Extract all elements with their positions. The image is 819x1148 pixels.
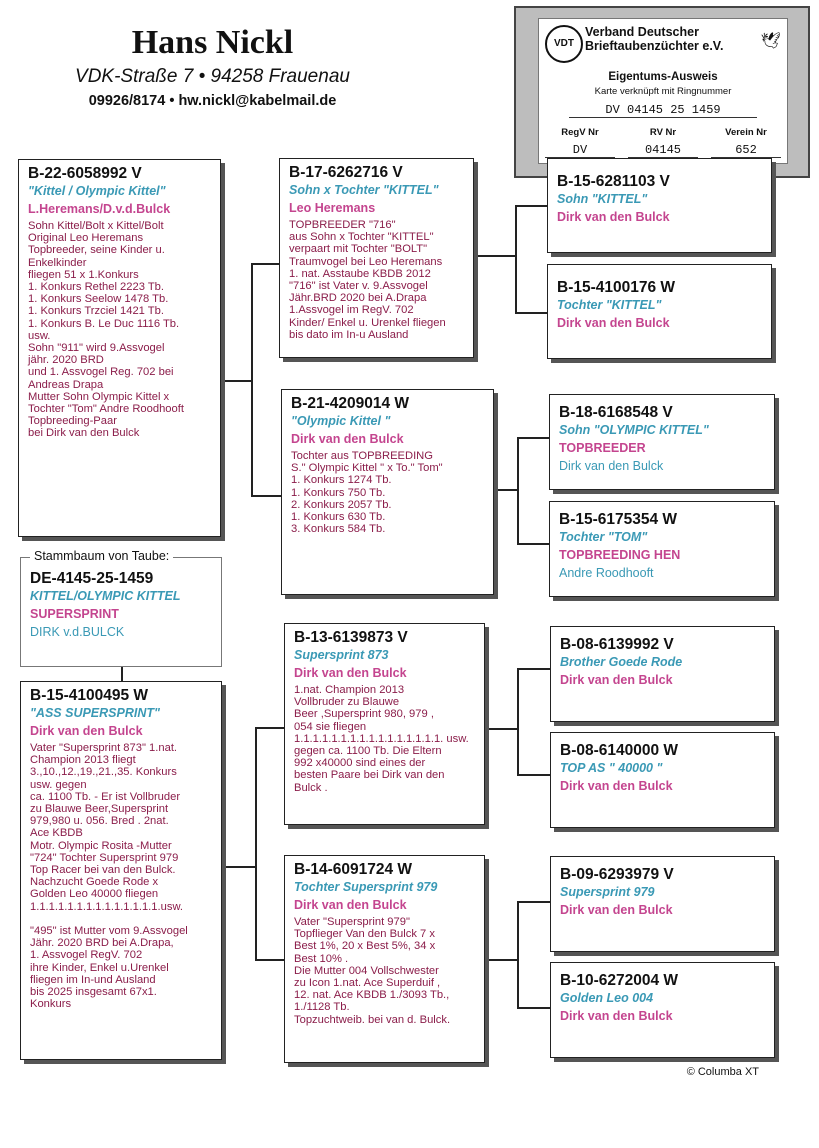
ring-number: DE-4145-25-1459 xyxy=(30,570,154,587)
connector xyxy=(485,728,517,730)
card-subtitle: Karte verknüpft mit Ringnummer xyxy=(594,86,732,97)
pigeon-name: "Olympic Kittel " xyxy=(291,414,391,428)
card-org-line2: Brieftaubenzüchter e.V. xyxy=(585,39,724,53)
connector xyxy=(515,312,547,314)
pedigree-box-ffm xyxy=(547,264,772,359)
breeder-name: TOPBREEDER xyxy=(559,441,646,455)
pedigree-notes: TOPBREEDER "716" aus Sohn x Tochter "KITTEL" verpaart mit Tochter "BOLT" Traumvogel bei Leo Heremans 1. nat. Asstaube KBDB 2012 "716" ist Vater v. 9.Assvogel Jähr.BRD 2020 bei A.Drapa 1.Assvogel im RegV. 702 Kinder/ Enkel u. Urenkel fliegen bis dato im In-u Ausland xyxy=(289,219,446,341)
pigeon-name: Supersprint 979 xyxy=(560,885,655,899)
pedigree-box-mother xyxy=(20,681,222,1060)
connector xyxy=(251,263,281,265)
pedigree-box-mmf xyxy=(550,856,775,952)
vdt-logo-icon: VDT xyxy=(545,25,583,63)
card-org-line1: Verband Deutscher xyxy=(585,25,699,39)
breeder-name: Dirk van den Bulck xyxy=(560,1009,673,1023)
owner-contact: 09926/8174 • hw.nickl@kabelmail.de xyxy=(88,93,337,109)
pedigree-box-father xyxy=(18,159,221,537)
connector xyxy=(517,437,519,544)
pedigree-box-mfm xyxy=(550,732,775,828)
breeder-name: L.Heremans/D.v.d.Bulck xyxy=(28,202,171,216)
card-organization xyxy=(585,25,723,53)
breeder-name: Dirk van den Bulck xyxy=(560,673,673,687)
connector xyxy=(517,901,550,903)
connector xyxy=(473,255,515,257)
connector xyxy=(517,668,550,670)
connector xyxy=(493,489,517,491)
pigeon-name: Brother Goede Rode xyxy=(560,655,683,669)
pigeon-name: "Kittel / Olympic Kittel" xyxy=(28,184,166,198)
ring-number: B-17-6262716 V xyxy=(289,164,403,181)
breeder-name: Dirk van den Bulck xyxy=(294,898,407,912)
pigeon-name: Sohn "OLYMPIC KITTEL" xyxy=(559,423,709,437)
breeder-name-secondary: Andre Roodhooft xyxy=(559,566,654,580)
card-label-rv: RV Nr xyxy=(649,127,677,138)
connector xyxy=(251,495,281,497)
pigeon-name: Tochter Supersprint 979 xyxy=(294,880,438,894)
card-value-regv: DV xyxy=(545,143,615,158)
ring-number: B-18-6168548 V xyxy=(559,404,673,421)
ownership-card xyxy=(514,6,810,178)
connector xyxy=(220,380,252,382)
ring-number: B-10-6272004 W xyxy=(560,972,679,989)
pedigree-notes: Tochter aus TOPBREEDING S." Olympic Kittel " x To." Tom" 1. Konkurs 1274 Tb. 1. Konkurs 750 Tb. 2. Konkurs 2057 Tb. 1. Konkurs 630 Tb. 3. Konkurs 584 Tb. xyxy=(291,450,443,536)
pigeon-name: Sohn x Tochter "KITTEL" xyxy=(289,183,439,197)
ring-number: B-08-6140000 W xyxy=(560,742,679,759)
pigeon-name: Supersprint 873 xyxy=(294,648,389,662)
ring-number: B-14-6091724 W xyxy=(294,861,413,878)
connector xyxy=(515,205,517,313)
pigeon-name: TOP AS " 40000 " xyxy=(560,761,663,775)
breeder-name: Dirk van den Bulck xyxy=(560,779,673,793)
breeder-name: Dirk van den Bulck xyxy=(30,724,143,738)
ownership-card-inner xyxy=(538,18,788,164)
breeder-name: Leo Heremans xyxy=(289,201,376,215)
connector xyxy=(517,668,519,775)
pedigree-notes: Vater "Supersprint 979" Topflieger Van den Bulck 7 x Best 1%, 20 x Best 5%, 34 x Best 10% . Die Mutter 004 Vollschwester zu Icon 1.nat. Ace Superduif , 12. nat. Ace KBDB 1./3093 Tb., 1./1128 Tb. Topzuchtweib. bei van d. Bulck. xyxy=(294,916,451,1026)
pedigree-notes: Sohn Kittel/Bolt x Kittel/Bolt Original Leo Heremans Topbreeder, seine Kinder u. Enkelkinder fliegen 51 x 1.Konkurs 1. Konkurs Rethel 2223 Tb. 1. Konkurs Seelow 1478 Tb. 1. Konkurs Trzciel 1421 Tb. 1. Konkurs B. Le Duc 1116 Tb. usw. Sohn "911" wird 9.Assvogel jähr. 2020 BRD und 1. Assvogel Reg. 702 bei Andreas Drapa Mutter Sohn Olympic Kittel x Tochter "Tom" Andre Roodhooft Topbreeding-Paar bei Dirk van den Bulck xyxy=(28,220,184,440)
pigeon-name: Golden Leo 004 xyxy=(560,991,654,1005)
breeder-name: Dirk van den Bulck xyxy=(557,210,670,224)
ring-number: B-08-6139992 V xyxy=(560,636,674,653)
connector xyxy=(222,866,256,868)
pedigree-box-mother-dam xyxy=(284,855,485,1063)
connector xyxy=(255,727,284,729)
owner-address: VDK-Straße 7 • 94258 Frauenau xyxy=(75,66,350,87)
breeder-name: SUPERSPRINT xyxy=(30,607,119,621)
pedigree-box-father-dam xyxy=(281,389,494,595)
pedigree-box-father-sire xyxy=(279,158,474,358)
breeder-name-secondary: Dirk van den Bulck xyxy=(559,459,664,473)
breeder-name-secondary: DIRK v.d.BULCK xyxy=(30,625,125,639)
ring-number: B-15-6175354 W xyxy=(559,511,678,528)
connector xyxy=(517,437,549,439)
pedigree-box-mff xyxy=(550,626,775,722)
pedigree-box-mother-sire xyxy=(284,623,485,825)
connector xyxy=(255,727,257,960)
connector xyxy=(251,263,253,495)
card-label-regv: RegV Nr xyxy=(561,127,599,138)
breeder-name: Dirk van den Bulck xyxy=(557,316,670,330)
pedigree-box-fmf xyxy=(549,394,775,490)
ring-number: B-15-4100176 W xyxy=(557,279,676,296)
connector xyxy=(517,901,519,1008)
pedigree-box-fff xyxy=(547,158,772,253)
pedigree-box-subject xyxy=(20,557,222,667)
ring-number: B-13-6139873 V xyxy=(294,629,408,646)
pigeon-name: KITTEL/OLYMPIC KITTEL xyxy=(30,589,181,603)
connector xyxy=(517,774,550,776)
ring-number: B-21-4209014 W xyxy=(291,395,410,412)
connector xyxy=(517,543,549,545)
card-value-verein: 652 xyxy=(711,143,781,158)
card-value-rv: 04145 xyxy=(628,143,698,158)
breeder-name: Dirk van den Bulck xyxy=(291,432,404,446)
breeder-name: TOPBREEDING HEN xyxy=(559,548,681,562)
breeder-name: Dirk van den Bulck xyxy=(294,666,407,680)
connector xyxy=(515,205,547,207)
connector xyxy=(485,959,517,961)
card-ring-number: DV 04145 25 1459 xyxy=(569,103,757,118)
card-title: Eigentums-Ausweis xyxy=(608,71,718,83)
owner-name: Hans Nickl xyxy=(131,24,294,61)
pedigree-notes: 1.nat. Champion 2013 Vollbruder zu Blauwe Beer ,Supersprint 980, 979 , 054 sie fliegen 1.1.1.1.1.1.1.1.1.1.1.1.1.1.1.1. usw. gegen ca. 1100 Tb. Die Eltern 992 x40000 sind eines der besten Paare bei Dirk van den Bulck . xyxy=(294,684,469,794)
card-label-verein: Verein Nr xyxy=(725,127,767,138)
pigeon-name: "ASS SUPERSPRINT" xyxy=(30,706,160,720)
footer-copyright: © Columba XT xyxy=(686,1066,759,1078)
ring-number: B-22-6058992 V xyxy=(28,165,142,182)
pedigree-notes: Vater "Supersprint 873" 1.nat. Champion 2013 fliegt 3.,10.,12.,19.,21.,35. Konkurs usw. gegen ca. 1100 Tb. - Er ist Vollbruder zu Blauwe Beer,Supersprint 979,980 u. 056. Bred . 2nat. Ace KBDB Motr. Olympic Rosita -Mutter "724" Tochter Supersprint 979 Top Racer bei van den Bulck. Nachzucht Goede Rode x Golden Leo 40000 fliegen 1.1.1.1.1.1.1.1.1.1.1.1.1.1.usw. "495" ist Mutter vom 9.Assvogel Jähr. 2020 BRD bei A.Drapa, 1. Assvogel RegV. 702 ihre Kinder, Enkel u.Urenkel fliegen im In-und Ausland bis 2025 insgesamt 67x1. Konkurs xyxy=(30,742,188,1011)
pigeon-name: Sohn "KITTEL" xyxy=(557,192,648,206)
connector xyxy=(517,1007,550,1009)
ring-number: B-15-4100495 W xyxy=(30,687,149,704)
pigeon-icon: 🕊 xyxy=(760,33,781,50)
pigeon-name: Tochter "TOM" xyxy=(559,530,648,544)
pigeon-name: Tochter "KITTEL" xyxy=(557,298,662,312)
ring-number: B-09-6293979 V xyxy=(560,866,674,883)
connector xyxy=(255,959,284,961)
subject-label: Stammbaum von Taube: xyxy=(30,549,173,563)
breeder-name: Dirk van den Bulck xyxy=(560,903,673,917)
ring-number: B-15-6281103 V xyxy=(557,173,670,190)
pedigree-box-fmm xyxy=(549,501,775,597)
pedigree-box-mmm xyxy=(550,962,775,1058)
